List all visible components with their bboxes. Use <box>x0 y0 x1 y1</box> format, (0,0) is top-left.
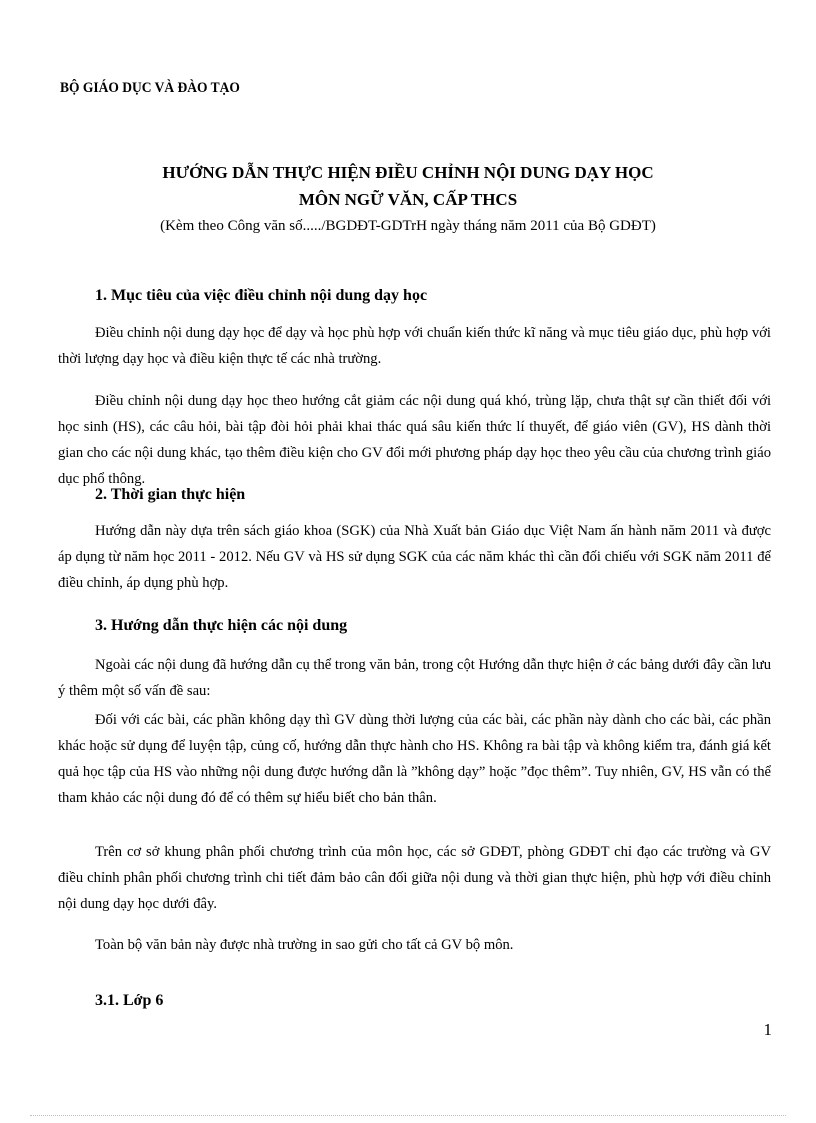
document-title-line-1: HƯỚNG DẪN THỰC HIỆN ĐIỀU CHỈNH NỘI DUNG DẠY HỌC <box>162 163 654 182</box>
section-3-paragraph-1: Ngoài các nội dung đã hướng dẫn cụ thể trong văn bản, trong cột Hướng dẫn thực hiện ở các bảng dưới đây cần lưu ý thêm một số vấn đề sau: <box>58 657 771 699</box>
organization-name: BỘ GIÁO DỤC VÀ ĐÀO TẠO <box>60 80 240 96</box>
document-subtitle: (Kèm theo Công văn số...../BGDĐT-GDTrH ngày tháng năm 2011 của Bộ GDĐT) <box>160 218 656 234</box>
page-number: 1 <box>763 1020 772 1039</box>
section-1-paragraph-1: Điều chỉnh nội dung dạy học để dạy và học phù hợp với chuẩn kiến thức kĩ năng và mục tiêu giáo dục, phù hợp với thời lượng dạy học và điều kiện thực tế các nhà trường. <box>58 325 771 367</box>
page-bottom-divider <box>30 1115 786 1116</box>
section-2-paragraph-1: Hướng dẫn này dựa trên sách giáo khoa (SGK) của Nhà Xuất bản Giáo dục Việt Nam ấn hành năm 2011 và được áp dụng từ năm học 2011 - 2012. Nếu GV và HS sử dụng SGK của các năm khác thì cần đối chiếu với SGK năm 2011 để điều chỉnh, áp dụng phù hợp. <box>58 523 771 591</box>
section-3-1-heading: 3.1. Lớp 6 <box>95 992 164 1009</box>
section-3-heading: 3. Hướng dẫn thực hiện các nội dung <box>95 617 348 634</box>
document-title-line-2: MÔN NGỮ VĂN, CẤP THCS <box>298 190 518 209</box>
section-1-paragraph-2: Điều chỉnh nội dung dạy học theo hướng cắt giảm các nội dung quá khó, trùng lặp, chưa thật sự cần thiết đối với học sinh (HS), các câu hỏi, bài tập đòi hỏi phải khai thác quá sâu kiến thức lí thuyết, để giáo viên (GV), HS dành thời gian cho các nội dung khác, tạo thêm điều kiện cho GV đổi mới phương pháp dạy học theo yêu cầu của chương trình giáo dục phổ thông. <box>58 393 771 487</box>
section-3-paragraph-3: Trên cơ sở khung phân phối chương trình của môn học, các sở GDĐT, phòng GDĐT chỉ đạo các trường và GV điều chỉnh phân phối chương trình chi tiết đảm bảo cân đối giữa nội dung và thời gian thực hiện, phù hợp với điều chỉnh nội dung dạy học dưới đây. <box>58 844 771 912</box>
section-3-paragraph-4: Toàn bộ văn bản này được nhà trường in sao gửi cho tất cả GV bộ môn. <box>95 937 514 953</box>
section-2-heading: 2. Thời gian thực hiện <box>95 486 246 503</box>
section-3-paragraph-2: Đối với các bài, các phần không dạy thì GV dùng thời lượng của các bài, các phần này dành cho các bài, các phần khác hoặc sử dụng để luyện tập, củng cố, hướng dẫn thực hành cho HS. Không ra bài tập và không kiểm tra, đánh giá kết quả học tập của HS vào những nội dung được hướng dẫn là ”không dạy” hoặc ”đọc thêm”. Tuy nhiên, GV, HS vẫn có thể tham khảo các nội dung đó để có thêm sự hiểu biết cho bản thân. <box>58 712 771 806</box>
section-1-heading: 1. Mục tiêu của việc điều chỉnh nội dung dạy học <box>95 287 428 304</box>
